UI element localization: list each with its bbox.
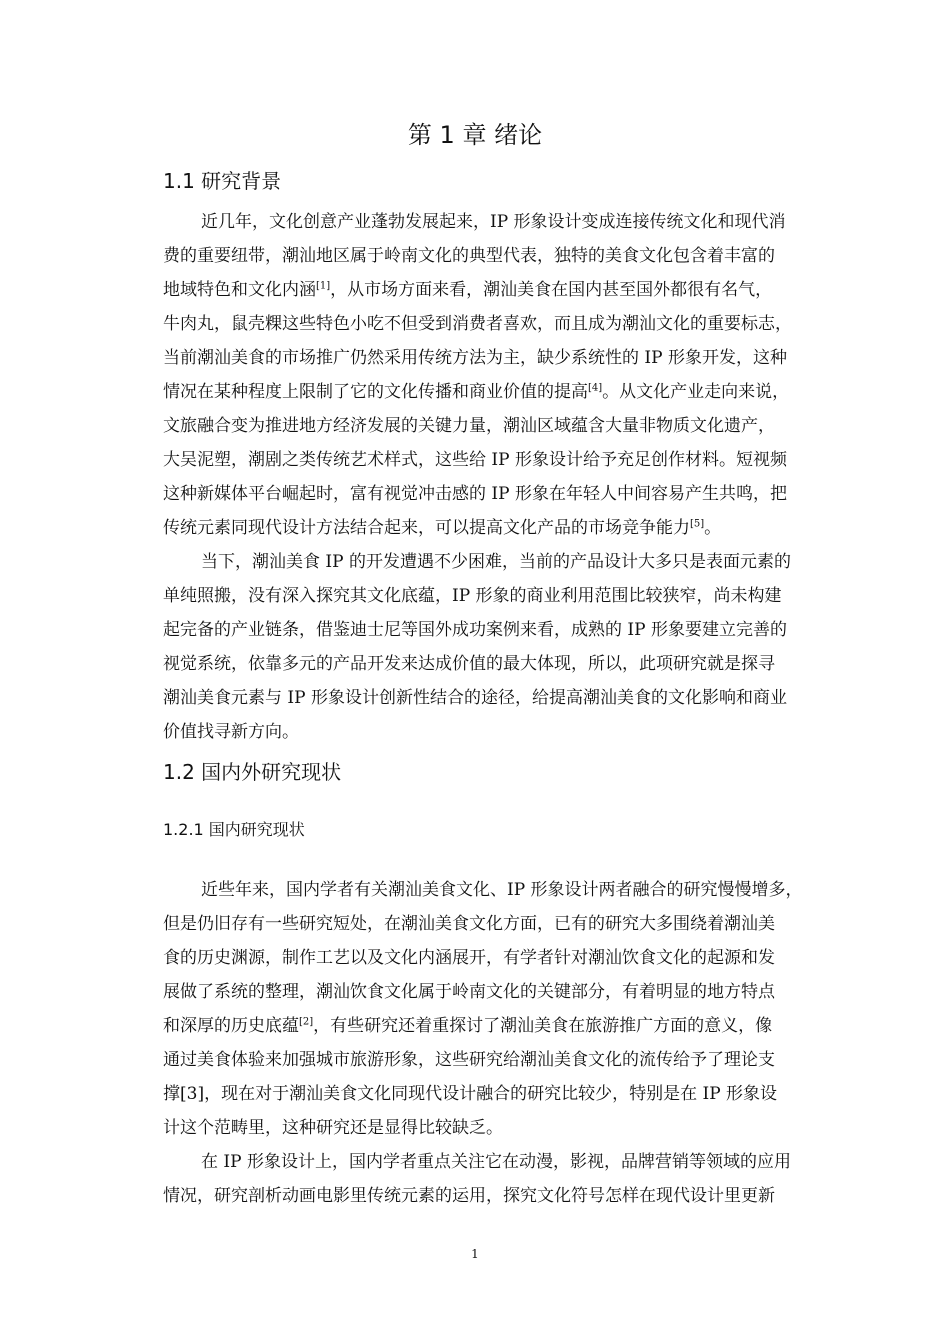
- body-line: 单纯照搬，没有深入探究其文化底蕴，IP 形象的商业利用范围比较狭窄，尚未构建: [163, 586, 782, 606]
- body-line: 潮汕美食元素与 IP 形象设计创新性结合的途径，给提高潮汕美食的文化影响和商业: [163, 688, 787, 708]
- citation-ref: [4]: [588, 382, 603, 394]
- body-line: 地域特色和文化内涵[1]，从市场方面来看，潮汕美食在国内甚至国外都很有名气，: [163, 280, 773, 300]
- body-line: 在 IP 形象设计上，国内学者重点关注它在动漫，影视，品牌营销等领域的应用: [201, 1152, 791, 1172]
- body-line: 通过美食体验来加强城市旅游形象，这些研究给潮汕美食文化的流传给予了理论支: [163, 1050, 775, 1070]
- body-line: 传统元素同现代设计方法结合起来，可以提高文化产品的市场竞争能力[5]。: [163, 518, 722, 538]
- subsection-heading-1-2-1: 1.2.1 国内研究现状: [163, 820, 305, 839]
- chapter-title: 第 1 章 绪论: [407, 121, 543, 149]
- body-line: 这种新媒体平台崛起时，富有视觉冲击感的 IP 形象在年轻人中间容易产生共鸣，把: [163, 484, 787, 504]
- body-line: 当下，潮汕美食 IP 的开发遭遇不少困难，当前的产品设计大多只是表面元素的: [201, 552, 791, 572]
- body-line: 撑[3]，现在对于潮汕美食文化同现代设计融合的研究比较少，特别是在 IP 形象设: [163, 1084, 778, 1104]
- body-line: 和深厚的历史底蕴[2]，有些研究还着重探讨了潮汕美食在旅游推广方面的意义，像: [163, 1016, 773, 1036]
- body-line: 大吴泥塑，潮剧之类传统艺术样式，这些给 IP 形象设计给予充足创作材料。短视频: [163, 450, 787, 470]
- body-line: 计这个范畴里，这种研究还是显得比较缺乏。: [163, 1118, 503, 1138]
- body-line: 当前潮汕美食的市场推广仍然采用传统方法为主，缺少系统性的 IP 形象开发，这种: [163, 348, 787, 368]
- section-heading-1-1: 1.1 研究背景: [163, 169, 282, 193]
- body-line: 起完备的产业链条，借鉴迪士尼等国外成功案例来看，成熟的 IP 形象要建立完善的: [163, 620, 787, 640]
- body-line: 文旅融合变为推进地方经济发展的关键力量，潮汕区域蕴含大量非物质文化遗产，: [163, 416, 775, 436]
- body-line: 情况，研究剖析动画电影里传统元素的运用，探究文化符号怎样在现代设计里更新: [163, 1186, 775, 1206]
- body-line: 近几年，文化创意产业蓬勃发展起来，IP 形象设计变成连接传统文化和现代消: [201, 212, 786, 232]
- body-line: 价值找寻新方向。: [163, 722, 299, 742]
- section-heading-1-2: 1.2 国内外研究现状: [163, 760, 342, 784]
- body-line: 牛肉丸，鼠壳粿这些特色小吃不但受到消费者喜欢，而且成为潮汕文化的重要标志，: [163, 314, 792, 334]
- body-line: 近些年来，国内学者有关潮汕美食文化、IP 形象设计两者融合的研究慢慢增多，: [201, 880, 803, 900]
- citation-ref: [2]: [299, 1016, 314, 1028]
- body-line: 但是仍旧存有一些研究短处，在潮汕美食文化方面，已有的研究大多围绕着潮汕美: [163, 914, 775, 934]
- body-line: 费的重要纽带，潮汕地区属于岭南文化的典型代表，独特的美食文化包含着丰富的: [163, 246, 775, 266]
- body-line: 展做了系统的整理，潮汕饮食文化属于岭南文化的关键部分，有着明显的地方特点: [163, 982, 775, 1002]
- page-number: 1: [471, 1247, 479, 1261]
- citation-ref: [1]: [316, 280, 331, 292]
- body-line: 食的历史渊源，制作工艺以及文化内涵展开，有学者针对潮汕饮食文化的起源和发: [163, 948, 775, 968]
- body-line: 视觉系统，依靠多元的产品开发来达成价值的最大体现，所以，此项研究就是探寻: [163, 654, 775, 674]
- citation-ref: [5]: [690, 518, 705, 530]
- body-line: 情况在某种程度上限制了它的文化传播和商业价值的提高[4]。从文化产业走向来说，: [163, 382, 790, 402]
